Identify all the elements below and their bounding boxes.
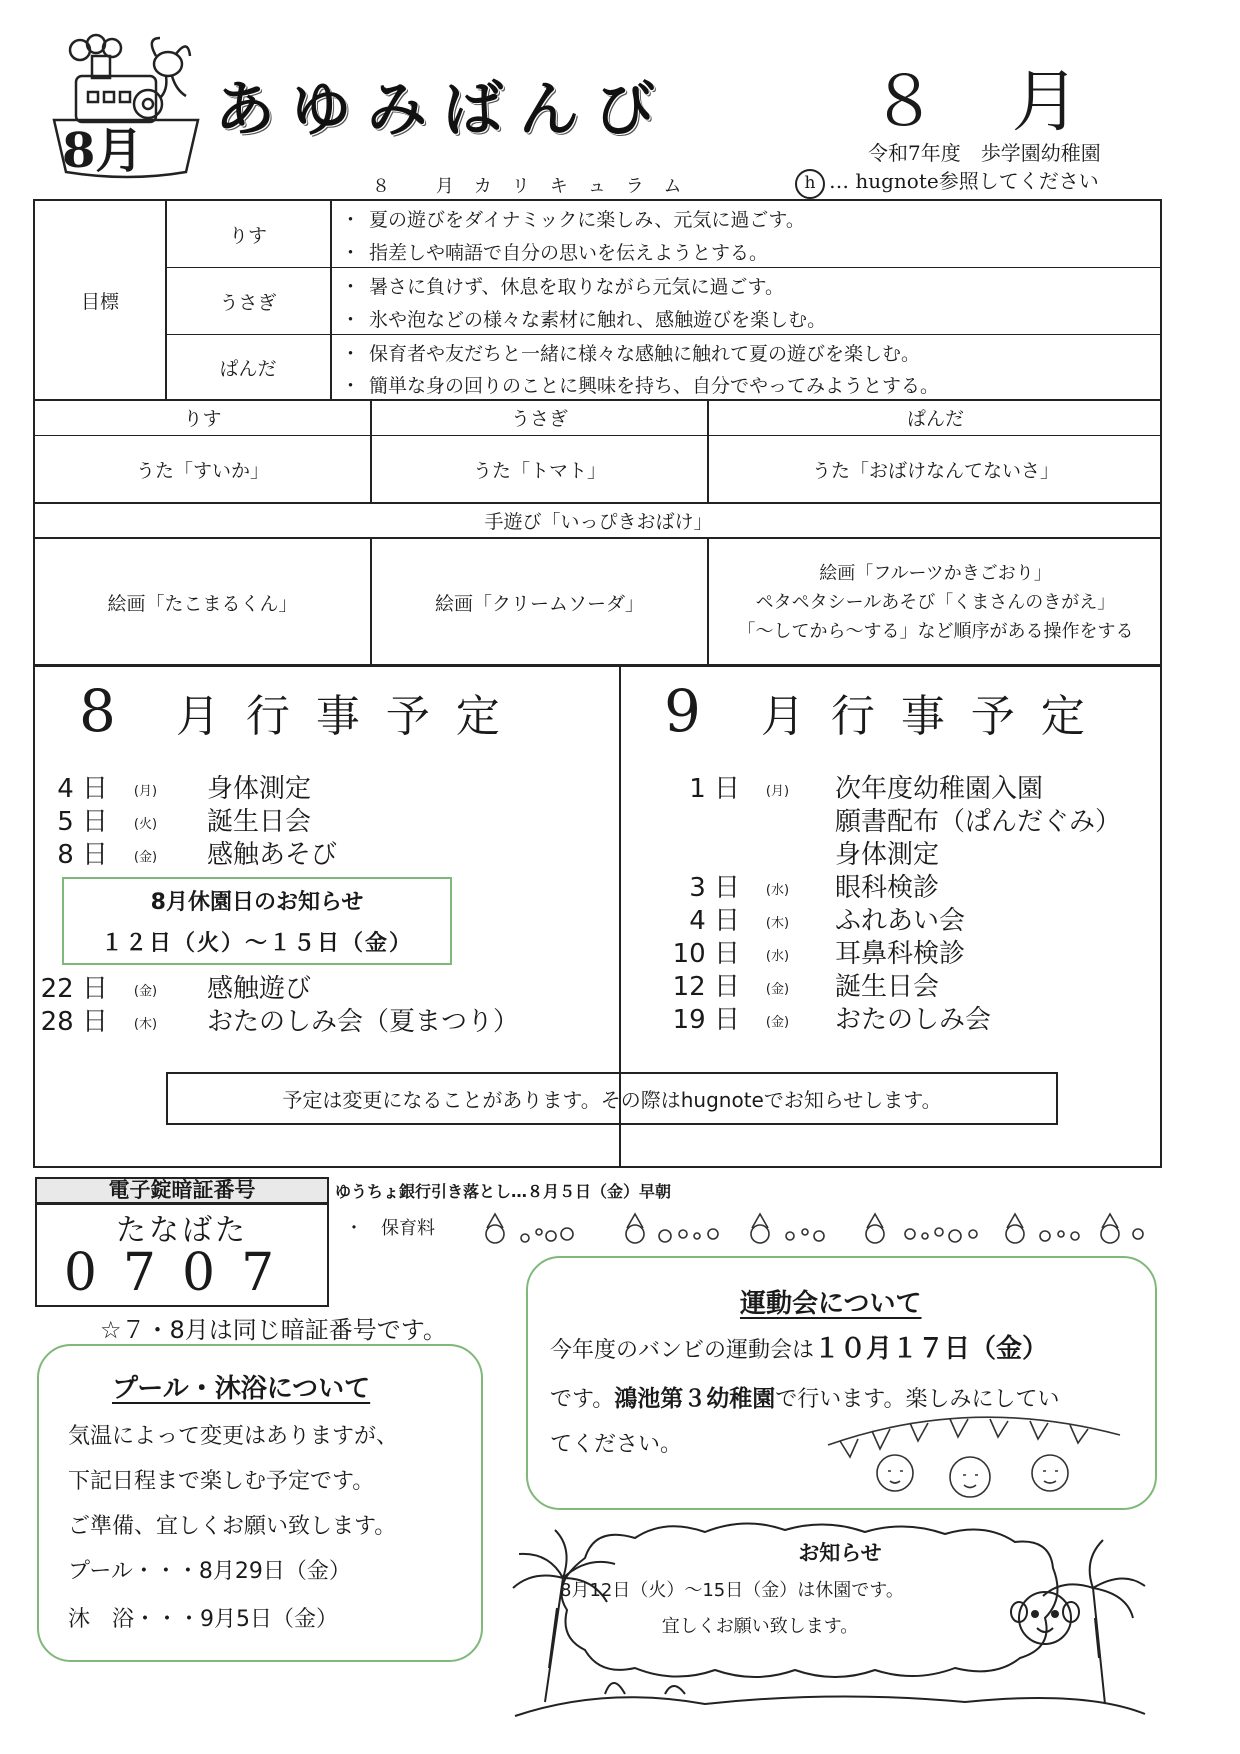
col-header-usagi: うさぎ (510, 408, 568, 430)
class-usagi-label: うさぎ (219, 291, 277, 314)
goal-panda-1: ・ 保育者や友だちと一緒に様々な感触に触れて夏の遊びを楽しむ。 (341, 343, 921, 365)
curriculum-heading: ８ 月カリキュラム (372, 176, 702, 197)
class-risu-label: りす (228, 224, 267, 247)
goal-risu-2: ・ 指差しや喃語で自分の思いを伝えようとする。 (341, 242, 769, 264)
lock-code-note: ☆７・8月は同じ暗証番号です。 (100, 1316, 447, 1344)
activity-risu: 絵画「たこまるくん」 (107, 593, 298, 615)
sep-event-row: 願書配布（ぱんだぐみ） (835, 807, 1122, 837)
pool-line-2: 下記日程まで楽しむ予定です。 (68, 1469, 375, 1494)
hugnote-icon: h (795, 169, 825, 199)
lock-code-number: 0707 (63, 1243, 301, 1303)
sports-day-line-2: です。鴻池第３幼稚園で行います。楽しみにしてい (550, 1386, 1060, 1412)
sep-event-row: 12 日 (金) 誕生日会 (672, 972, 940, 1002)
pool-line-3: ご準備、宜しくお願い致します。 (68, 1514, 397, 1539)
goal-panda-2: ・ 簡単な身の回りのことに興味を持ち、自分でやってみようとする。 (341, 375, 940, 397)
aug-event-row: 4 日 (月) 身体測定 (57, 774, 312, 804)
notice-line-2: 宜しくお願い致します。 (661, 1616, 859, 1637)
sep-event-row: 1 日 (月) 次年度幼稚園入園 (689, 774, 1044, 804)
sports-day-line-3: てください。 (550, 1432, 683, 1457)
lock-code-word: たなばた (116, 1213, 248, 1248)
song-usagi: うた「トマト」 (472, 459, 606, 482)
hugnote-text: … hugnote参照してください (829, 169, 1099, 193)
class-panda-label: ぱんだ (219, 357, 277, 380)
col-header-risu: りす (183, 408, 222, 430)
sep-event-row: 4 日 (木) ふれあい会 (689, 906, 966, 936)
aug-event-row: 22 日 (金) 感触遊び (40, 974, 312, 1004)
song-panda: うた「おばけなんてないさ」 (811, 459, 1059, 482)
sep-event-row: 身体測定 (835, 840, 940, 870)
sports-day-line-1: 今年度のバンビの運動会は１０月１７日（金） (550, 1334, 1049, 1364)
col-header-panda: ぱんだ (906, 408, 964, 430)
month-heading: ８ 月 (870, 63, 1106, 142)
sep-event-row: 19 日 (金) おたのしみ会 (672, 1005, 992, 1035)
september-events-title: 9 月行事予定 (664, 677, 1111, 745)
sep-event-row: 3 日 (水) 眼科検診 (689, 873, 940, 903)
closure-dates: １２日（火）～１５日（金） (100, 931, 413, 956)
lock-code-label: 電子錠暗証番号 (35, 1177, 329, 1204)
activity-panda-line-2: ペタペタシールあそび「くまさんのきがえ」 (755, 592, 1116, 613)
notice-heading: お知らせ (798, 1541, 882, 1565)
aug-event-row: 8 日 (金) 感触あそび (57, 840, 338, 870)
activity-panda-line-3: 「～してから～する」など順序がある操作をする (737, 621, 1134, 642)
month-badge-text: 8月 (62, 123, 144, 179)
sports-day-title: 運動会について (740, 1289, 922, 1319)
notice-line-1: 8月12日（火）～15日（金）は休園です。 (560, 1580, 904, 1601)
activity-panda-line-1: 絵画「フルーツかきごおり」 (819, 563, 1052, 584)
august-closure-box (62, 877, 452, 965)
sep-event-row: 10 日 (水) 耳鼻科検診 (672, 939, 966, 969)
party-bubbles-decoration (455, 1212, 1160, 1252)
closure-title: 8月休園日のお知らせ (150, 890, 364, 915)
aug-event-row: 5 日 (火) 誕生日会 (57, 807, 312, 837)
childcare-fee-label: ・ 保育料 (345, 1218, 435, 1239)
flags-children-illustration (820, 1405, 1130, 1500)
august-events-title: 8 月行事予定 (79, 677, 526, 745)
goals-label: 目標 (80, 290, 119, 313)
hugnote-reference (795, 165, 1099, 199)
schedule-change-notice: 予定は変更になることがあります。その際はhugnoteでお知らせします。 (166, 1072, 1058, 1125)
year-and-school: 令和7年度 歩学園幼稚園 (868, 141, 1101, 165)
activity-usagi: 絵画「クリームソーダ」 (434, 593, 644, 615)
goal-usagi-2: ・ 氷や泡などの様々な素材に触れ、感触遊びを楽しむ。 (341, 309, 827, 331)
newsletter-title: あゆみばんび (215, 75, 671, 145)
pool-line-5: 沐 浴・・・9月5日（金） (68, 1607, 338, 1632)
pool-line-1: 気温によって変更はありますが、 (68, 1424, 399, 1449)
goal-risu-1: ・ 夏の遊びをダイナミックに楽しみ、元気に過ごす。 (341, 209, 805, 231)
aug-event-row: 28 日 (木) おたのしみ会（夏まつり） (40, 1007, 520, 1037)
bank-debit-note: ゆうちょ銀行引き落とし…８月５日（金）早朝 (335, 1182, 672, 1201)
pool-line-4: プール・・・8月29日（金） (68, 1559, 351, 1584)
finger-play: 手遊び「いっぴきおばけ」 (484, 511, 713, 533)
song-risu: うた「すいか」 (135, 459, 269, 482)
activity-panda (709, 539, 1162, 666)
pool-bath-title: プール・沐浴について (112, 1374, 371, 1404)
goal-usagi-1: ・ 暑さに負けず、休息を取りながら元気に過ごす。 (341, 276, 784, 298)
curriculum-table (33, 199, 1162, 666)
